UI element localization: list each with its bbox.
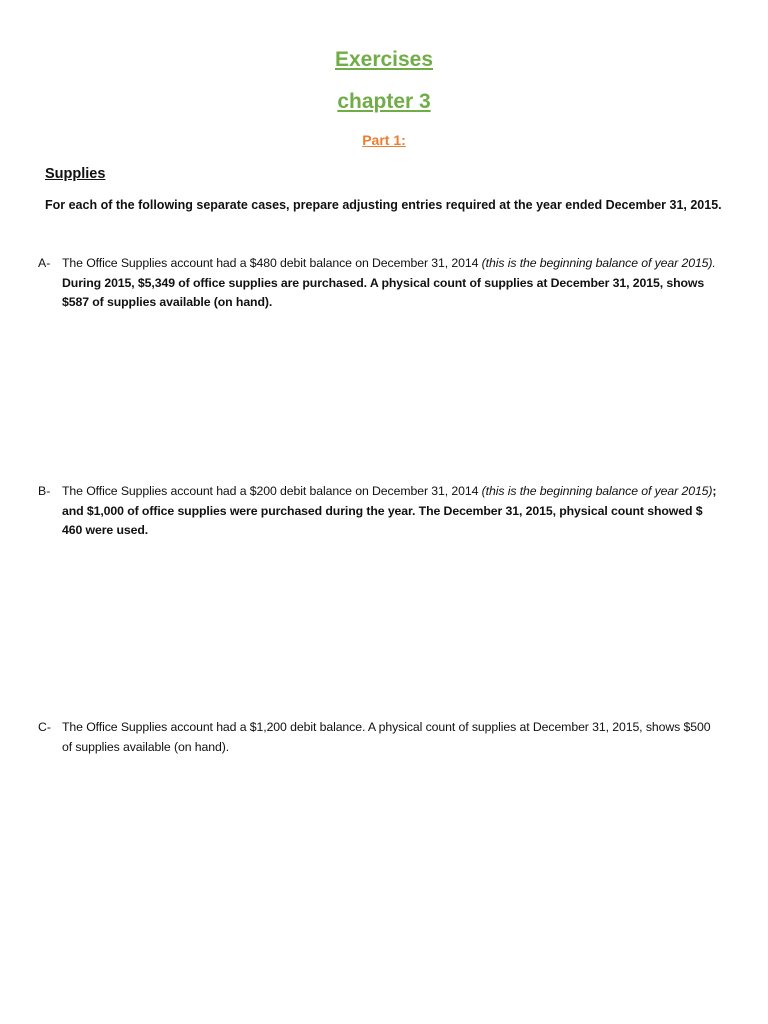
case-a: [38, 254, 718, 313]
case-text-part: The Office Supplies account had a $1,200 debit balance. A physical count of supplies at December 31, 2015, shows $500 of supplies available (on hand).: [62, 720, 711, 754]
case-text: [62, 482, 718, 541]
case-text-part: The Office Supplies account had a $200 debit balance on December 31, 2014: [62, 484, 482, 498]
case-text: [62, 718, 718, 757]
case-letter: C-: [38, 720, 51, 734]
instructions-text: For each of the following separate cases, prepare adjusting entries required at the year ended December 31, 2015.: [45, 198, 722, 212]
case-b: [38, 482, 718, 541]
document-title: Exercises: [334, 48, 434, 71]
case-italic-note: (this is the beginning balance of year 2015): [481, 484, 713, 498]
case-text-part: ; and $1,000 of office supplies were purchased during the year. The December 31, 2015, physical count showed $ 460 were used.: [62, 484, 717, 537]
case-text-part: During 2015, $5,349 of office supplies are purchased. A physical count of supplies at December 31, 2015, shows $587 of supplies available (on hand).: [62, 275, 705, 309]
case-text-part: The Office Supplies account had a $480 debit balance on December 31, 2014: [62, 256, 482, 270]
case-letter: A-: [38, 256, 51, 270]
case-text: [62, 254, 718, 313]
case-c: [38, 718, 718, 757]
case-italic-note: (this is the beginning balance of year 2015).: [481, 256, 716, 270]
section-heading-supplies: Supplies: [45, 166, 106, 182]
chapter-title: chapter 3: [337, 90, 431, 113]
part-title: Part 1:: [362, 132, 406, 148]
case-letter: B-: [38, 484, 51, 498]
